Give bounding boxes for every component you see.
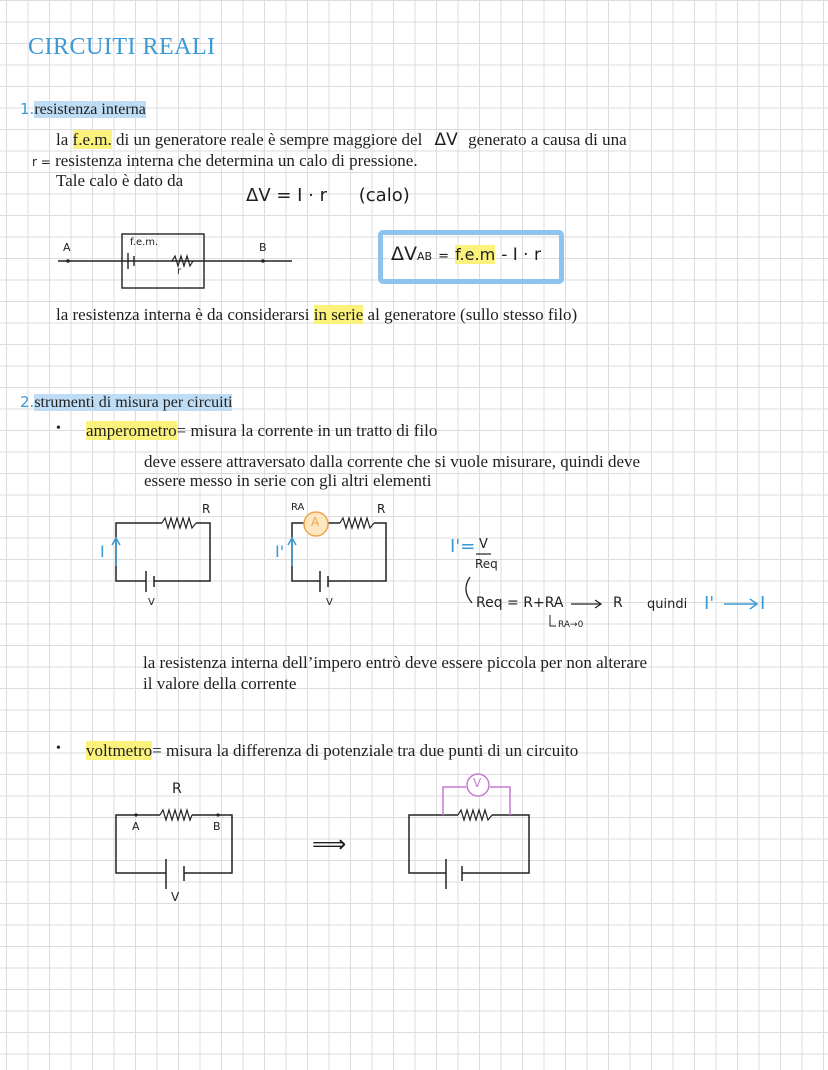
paragraph-line-3: Tale calo è dato da bbox=[56, 171, 184, 190]
amp-desc-line-1: deve essere attraversato dalla corrente che si vuole misurare, quindi deve bbox=[144, 452, 641, 471]
text-segment: = misura la corrente in un tratto di filo bbox=[176, 421, 438, 440]
ammeter-a-icon: A bbox=[311, 515, 320, 529]
amperometro-label: amperometro bbox=[86, 421, 177, 440]
section-1-number: 1. bbox=[20, 100, 35, 118]
resistance-r-label: r bbox=[177, 266, 182, 277]
voltmetro-label: voltmetro bbox=[86, 741, 153, 760]
text-segment: generato a causa di una bbox=[468, 130, 627, 149]
delta-v-symbol: ΔV bbox=[434, 130, 458, 150]
text-segment: di un generatore reale è sempre maggiore del bbox=[111, 130, 423, 149]
text-segment: al generatore (sullo stesso filo) bbox=[363, 305, 578, 324]
box-subscript: AB bbox=[417, 250, 433, 263]
eq-i-prime: I'= bbox=[450, 536, 476, 557]
formula-note: (calo) bbox=[358, 185, 410, 206]
eq-denominator-req: Req bbox=[475, 557, 498, 571]
r-label: r = bbox=[32, 155, 51, 169]
amp-desc-line-2: essere messo in serie con gli altri elementi bbox=[144, 471, 432, 490]
box-delta-v: ΔV bbox=[391, 243, 417, 265]
volt-c1-r-label: R bbox=[172, 781, 182, 797]
in-serie-highlight: in serie bbox=[313, 305, 364, 324]
eq-ra-limit: RA→0 bbox=[558, 620, 584, 630]
fem-label: f.e.m. bbox=[130, 237, 159, 248]
amp-note-line-2: il valore della corrente bbox=[143, 674, 297, 693]
amp-c2-ra-label: RA bbox=[291, 502, 305, 513]
text-segment: = misura la differenza di potenziale tra due punti di un circuito bbox=[152, 741, 579, 760]
node-a-label: A bbox=[63, 241, 71, 254]
text-segment: la bbox=[56, 130, 73, 149]
implies-arrow-icon: ⟹ bbox=[312, 830, 347, 858]
page-title: CIRCUITI REALI bbox=[28, 34, 216, 60]
text-segment: la resistenza interna è da considerarsi bbox=[56, 305, 314, 324]
eq-i-prime-final: I' bbox=[704, 593, 715, 614]
amp-c1-v-label: V bbox=[148, 597, 155, 608]
eq-limit-r: R bbox=[613, 595, 623, 611]
volt-c1-b-label: B bbox=[213, 820, 221, 833]
amp-c1-current-label: I bbox=[100, 542, 105, 561]
eq-i-final: I bbox=[760, 593, 766, 614]
eq-numerator-v: V bbox=[479, 537, 488, 552]
section-2-title: strumenti di misura per circuiti bbox=[34, 394, 233, 411]
eq-req-sum: Req = R+RA bbox=[476, 595, 564, 611]
volt-c1-v-label: V bbox=[171, 890, 180, 904]
section-1-title: resistenza interna bbox=[34, 101, 146, 118]
box-rest: - I · r bbox=[501, 245, 541, 265]
amp-note-line-1: la resistenza interna dell’impero entrò deve essere piccola per non alterare bbox=[143, 653, 648, 672]
amp-c1-r-label: R bbox=[202, 502, 211, 516]
amp-c2-r-label: R bbox=[377, 502, 386, 516]
amp-c2-v-label: V bbox=[326, 597, 333, 608]
text-segment: resistenza interna che determina un calo di pressione. bbox=[55, 151, 418, 170]
bullet-dot-icon: • bbox=[56, 421, 61, 436]
node-b-label: B bbox=[259, 241, 267, 254]
voltmeter-v-icon: V bbox=[473, 776, 482, 790]
volt-c1-a-label: A bbox=[132, 820, 140, 833]
eq-quindi: quindi bbox=[647, 597, 688, 612]
amp-c2-current-label: I' bbox=[275, 542, 285, 561]
bullet-dot-icon: • bbox=[56, 741, 61, 756]
formula-text: ΔV = I · r bbox=[246, 185, 328, 206]
box-equals: = bbox=[438, 249, 450, 264]
box-fem: f.e.m bbox=[455, 245, 496, 264]
section-2-number: 2. bbox=[20, 393, 35, 411]
fem-highlight: f.e.m. bbox=[72, 130, 112, 149]
